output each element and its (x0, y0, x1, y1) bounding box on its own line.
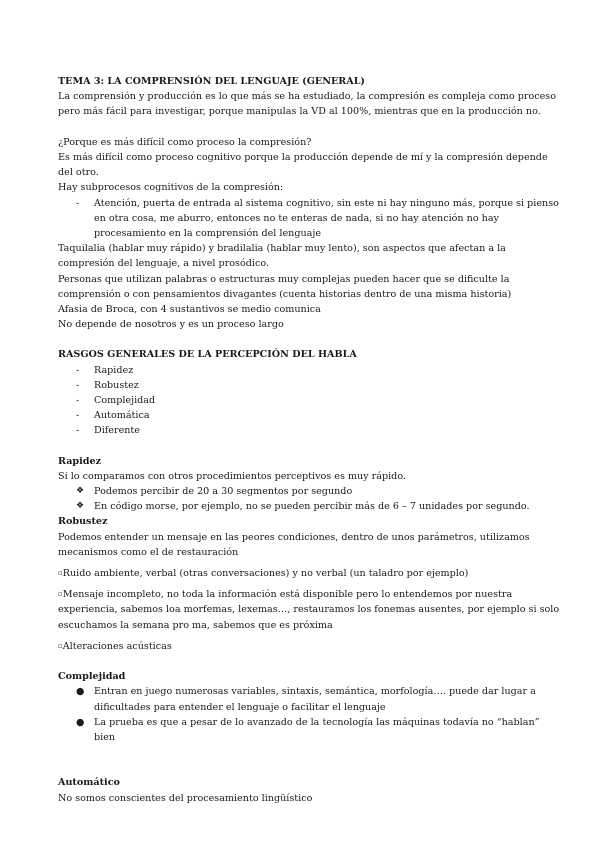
list-item: - Robustez (58, 378, 560, 393)
rasgos-list (58, 363, 560, 439)
rapidez-text: Si lo comparamos con otros procedimientos perceptivos es muy rápido. (58, 470, 406, 482)
paragraph-no-depende: No depende de nosotros y es un proceso largo (58, 319, 284, 331)
paragraph-afasia: Afasia de Broca, con 4 sustantivos se medio comunica (58, 304, 321, 316)
paragraph-taquilalia: Taquilalia (hablar muy rápido) y bradilalia (hablar muy lento), son aspectos que afectan a la compresión del lenguaje, a nivel prosódico. (58, 243, 506, 270)
robustez-item: ▫Alteraciones acústicas (58, 640, 172, 652)
diamond-bullet-icon: ❖ (76, 486, 85, 497)
spacer (58, 760, 560, 775)
paragraph-complex-words: Personas que utilizan palabras o estructuras muy complejas pueden hacer que se dificulte la comprensión o con pensamientos divagantes (cuenta historias dentro de una misma historia) (58, 273, 512, 300)
spacer (58, 120, 560, 135)
rapidez-bullets (58, 484, 560, 514)
complejidad-bullets (58, 684, 560, 745)
spacer (58, 745, 560, 760)
question-paragraph: ¿Porque es más difícil como proceso la compresión? (58, 136, 312, 148)
robustez-item: ▫Ruido ambiente, verbal (otras conversaciones) y no verbal (un taladro por ejemplo) (58, 568, 469, 580)
rasgos-heading: RASGOS GENERALES DE LA PERCEPCIÓN DEL HABLA (58, 349, 357, 361)
rapidez-heading: Rapidez (58, 455, 102, 467)
list-item: ● Entran en juego numerosas variables, sintaxis, semántica, morfología…. puede dar lugar a dificultades para entender el lenguaje o facilitar el lenguaje (76, 686, 536, 713)
square-bullet-icon: ▫ (58, 590, 63, 599)
subprocesses-list (58, 196, 560, 242)
list-item: - Diferente (58, 423, 560, 438)
intro-paragraph: La comprensión y producción es lo que más se ha estudiado, la compresión es compleja como proceso pero más fácil para investigar, porque manipulas la VD al 100%, mientras que en la producción no. (58, 91, 556, 118)
answer-paragraph: Es más difícil como proceso cognitivo porque la producción depende de mí y la compresión depende del otro. (58, 152, 548, 179)
automatico-text: No somos conscientes del procesamiento lingüístico (58, 792, 313, 804)
list-item: - Rapidez (58, 363, 560, 378)
automatico-heading: Automático (58, 777, 120, 789)
diamond-bullet-icon: ❖ (76, 501, 85, 512)
bullet-icon: ● (76, 686, 85, 698)
robustez-text: Podemos entender un mensaje en las peores condiciones, dentro de unos parámetros, utilizamos mecanismos como el de restauración (58, 531, 530, 558)
list-item: - Atención, puerta de entrada al sistema cognitivo, sin este ni hay ninguno más, porque si pienso en otra cosa, me aburro, entonces no te enteras de nada, si no hay atención no hay procesamiento en la comprensión del lenguaje (58, 196, 560, 242)
subprocesses-intro: Hay subprocesos cognitivos de la compresión: (58, 182, 284, 194)
bullet-icon: ● (76, 716, 85, 728)
page-title: TEMA 3: LA COMPRENSIÓN DEL LENGUAJE (GENERAL) (58, 76, 365, 87)
robustez-item: ▫Mensaje incompleto, no toda la información está disponible pero lo entendemos por nuestra experiencia, sabemos loa morfemas, lexemas…, restauramos los fonemas ausentes, por ejemplo si solo escuchamos la semana pro ma, sabemos que es próxima (58, 589, 560, 631)
list-item: ❖ Podemos percibir de 20 a 30 segmentos por segundo (58, 484, 560, 499)
list-item: ❖ En código morse, por ejemplo, no se pueden percibir más de 6 – 7 unidades por segundo. (58, 499, 560, 514)
robustez-heading: Robustez (58, 516, 108, 528)
list-item: - Complejidad (58, 393, 560, 408)
square-bullet-icon: ▫ (58, 569, 63, 578)
complejidad-heading: Complejidad (58, 671, 126, 683)
list-item: ● La prueba es que a pesar de lo avanzado de la tecnología las máquinas todavía no “hablan” bien (76, 716, 540, 743)
list-item: - Automática (58, 408, 560, 423)
square-bullet-icon: ▫ (58, 641, 63, 650)
